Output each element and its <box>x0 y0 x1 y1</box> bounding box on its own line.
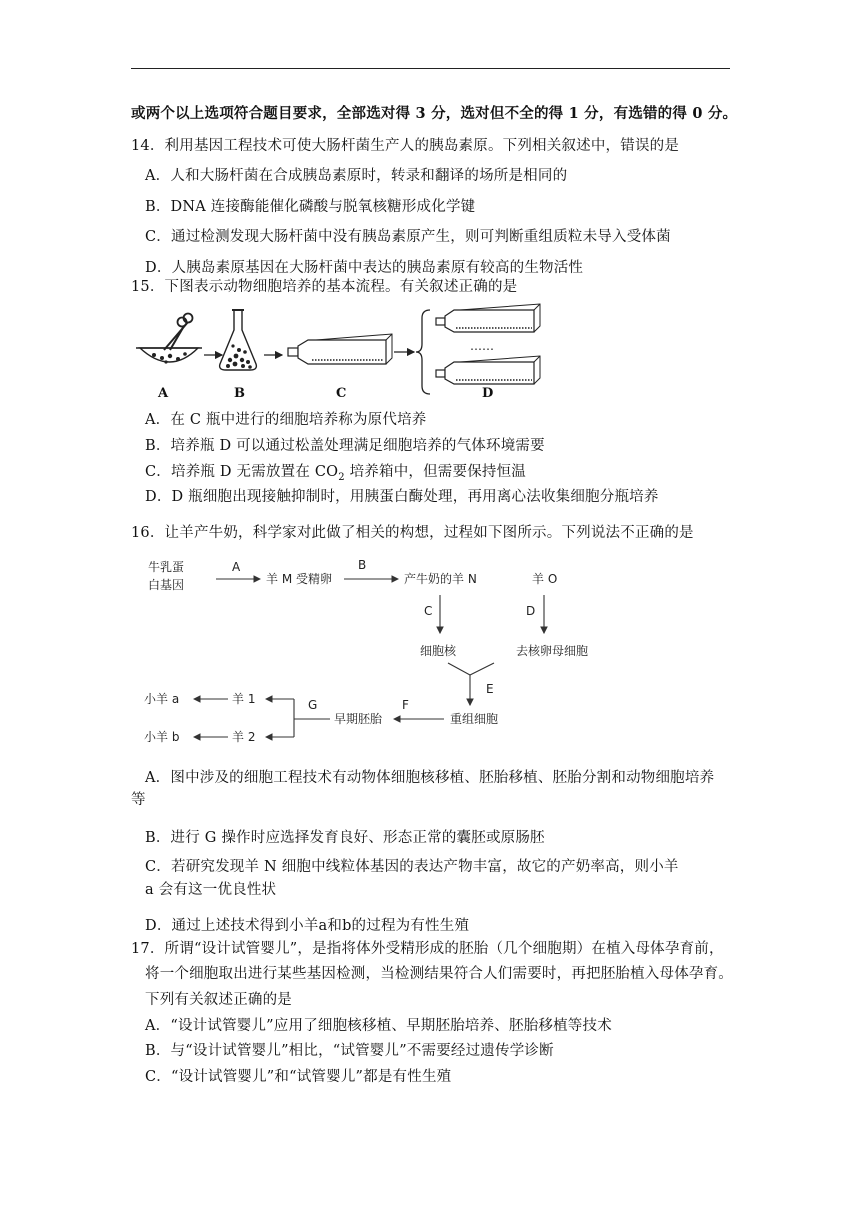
fig-label-a: A <box>158 386 169 401</box>
step-a-label: A <box>232 560 241 574</box>
sheep-1-label: 羊 1 <box>232 692 256 706</box>
q17-stem-line3: 下列有关叙述正确的是 <box>145 992 292 1008</box>
q15-stem: 15．下图表示动物细胞培养的基本流程。有关叙述正确的是 <box>131 279 518 295</box>
q16-option-b: B．进行 G 操作时应选择发育良好、形态正常的囊胚或原肠胚 <box>145 830 545 846</box>
q15-option-d: D．D 瓶细胞出现接触抑制时，用胰蛋白酶处理，再用离心法收集细胞分瓶培养 <box>145 489 659 505</box>
step-d-label: D <box>526 604 536 618</box>
lamb-b-label: 小羊 b <box>144 730 180 744</box>
culture-flask-c-icon <box>288 334 392 364</box>
fig-label-c: C <box>336 386 347 401</box>
step-f-label: F <box>402 698 409 712</box>
ellipsis-label: …… <box>470 339 494 353</box>
q14-stem: 14．利用基因工程技术可使大肠杆菌生产人的胰岛素原。下列相关叙述中，错误的是 <box>131 138 680 154</box>
goat-o-label: 羊 O <box>532 572 558 586</box>
q16-option-c-line2: a 会有这一优良性状 <box>145 882 277 898</box>
lamb-a-label: 小羊 a <box>144 692 180 706</box>
q14-option-d: D．人胰岛素原基因在大肠杆菌中表达的胰岛素原有较高的生物活性 <box>145 260 584 276</box>
q16-option-c-line1: C．若研究发现羊 N 细胞中线粒体基因的表达产物丰富，故它的产奶率高，则小羊 <box>145 859 679 875</box>
q16-stem: 16．让羊产牛奶，科学家对此做了相关的构想，过程如下图所示。下列说法不正确的是 <box>131 525 694 541</box>
fig-label-b: B <box>234 386 245 401</box>
q17-stem-line2: 将一个细胞取出进行某些基因检测，当检测结果符合人们需要时，再把胚胎植入母体孕育。 <box>145 966 733 982</box>
q17-stem-line1: 17．所谓“设计试管婴儿”，是指将体外受精形成的胚胎（几个细胞期）在植入母体孕育前， <box>131 941 724 957</box>
sheep-milk-process-figure <box>140 555 610 755</box>
q14-option-b: B．DNA 连接酶能催化磷酸与脱氧核糖形成化学键 <box>145 199 476 215</box>
step-g-label: G <box>308 698 318 712</box>
q17-option-b: B．与“设计试管婴儿”相比，“试管婴儿”不需要经过遗传学诊断 <box>145 1043 554 1059</box>
petri-dish-with-scissors-icon <box>136 314 202 364</box>
q15-option-b: B．培养瓶 D 可以通过松盖处理满足细胞培养的气体环境需要 <box>145 438 545 454</box>
gene-label-2: 白基因 <box>148 578 185 592</box>
culture-flask-d2-icon <box>436 356 540 384</box>
gene-label-1: 牛乳蛋 <box>148 560 185 574</box>
milk-goat-n-label: 产牛奶的羊 N <box>404 572 477 586</box>
enucleated-oocyte-label: 去核卵母细胞 <box>516 644 589 658</box>
q16-option-a-line2: 等 <box>131 792 146 808</box>
q14-option-c: C．通过检测发现大肠杆菌中没有胰岛素原产生，则可判断重组质粒未导入受体菌 <box>145 229 671 245</box>
fig-label-d: D <box>482 386 494 401</box>
q15-option-c: C．培养瓶 D 无需放置在 $CO_2$ 培养箱中，但需要保持恒温 <box>145 464 527 483</box>
q15-option-a: A．在 C 瓶中进行的细胞培养称为原代培养 <box>145 412 427 428</box>
early-embryo-label: 早期胚胎 <box>334 712 383 726</box>
nucleus-label: 细胞核 <box>420 644 457 658</box>
q16-option-d: D．通过上述技术得到小羊a和b的过程为有性生殖 <box>145 918 470 934</box>
header-rule <box>131 68 730 69</box>
fertilized-egg-label: 羊 M 受精卵 <box>266 572 332 586</box>
q17-option-a: A．“设计试管婴儿”应用了细胞核移植、早期胚胎培养、胚胎移植等技术 <box>145 1018 612 1034</box>
brace <box>416 310 430 394</box>
step-e-label: E <box>486 682 494 696</box>
q14-option-a: A．人和大肠杆菌在合成胰岛素原时，转录和翻译的场所是相同的 <box>145 168 568 184</box>
recombinant-cell-label: 重组细胞 <box>450 712 499 726</box>
q16-option-a-line1: A．图中涉及的细胞工程技术有动物体细胞核移植、胚胎移植、胚胎分割和动物细胞培养 <box>145 770 715 786</box>
sheep-2-label: 羊 2 <box>232 730 256 744</box>
step-b-label: B <box>358 558 367 572</box>
step-c-label: C <box>424 604 433 618</box>
cell-culture-flow-figure <box>130 300 550 404</box>
q17-option-c: C．“设计试管婴儿”和“试管婴儿”都是有性生殖 <box>145 1069 452 1085</box>
erlenmeyer-flask-icon <box>220 310 257 370</box>
culture-flask-d1-icon <box>436 304 540 332</box>
section-instructions: 或两个以上选项符合题目要求，全部选对得 3 分，选对但不全的得 1 分，有选错的得 0 分。 <box>131 105 738 122</box>
